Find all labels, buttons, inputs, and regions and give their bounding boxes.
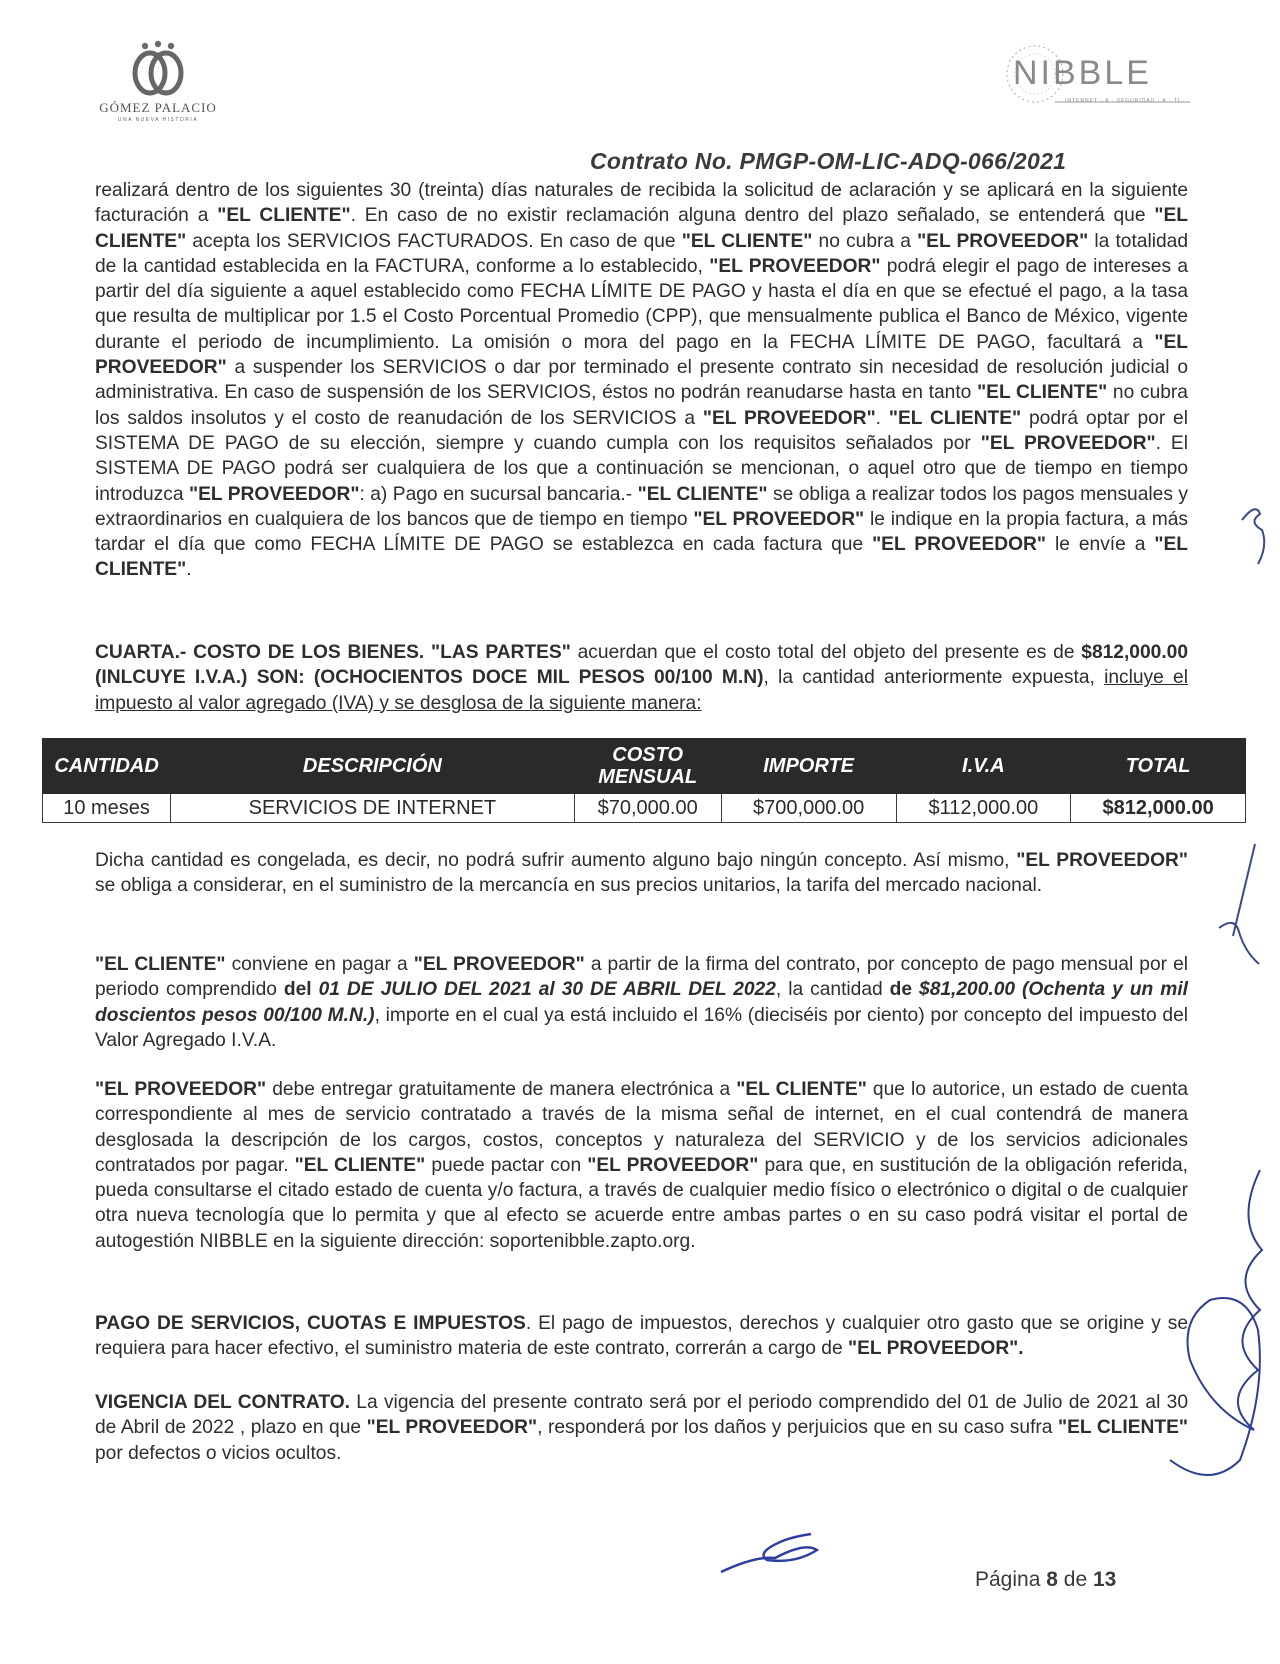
paragraph-cuarta-costo [95, 640, 1188, 716]
page-of: de [1063, 1568, 1088, 1591]
header-descripcion: DESCRIPCIÓN [171, 739, 574, 794]
margin-signature-icon [1150, 1160, 1278, 1500]
text-run: del [283, 979, 319, 1001]
bottom-initials-signature-icon [715, 1522, 835, 1582]
left-logo-tagline: UNA NUEVA HISTORIA [117, 117, 199, 123]
text-run: "EL CLIENTE" [977, 382, 1108, 404]
cell-costo-mensual: $70,000.00 [574, 794, 721, 823]
page-current: 8 [1046, 1568, 1058, 1591]
text-run: "EL CLIENTE" [217, 205, 351, 227]
text-run: . [875, 407, 889, 429]
text-run: "EL PROVEEDOR" [917, 230, 1089, 252]
text-run: de [889, 979, 920, 1001]
text-run: conviene en pagar a [225, 954, 414, 975]
paragraph-payment-clarification [95, 178, 1188, 583]
nibble-wordmark: NIBBLE [1013, 54, 1152, 92]
text-run: "EL CLIENTE" [681, 230, 813, 252]
header-importe: IMPORTE [721, 739, 896, 794]
text-run: VIGENCIA DEL CONTRATO. [95, 1392, 350, 1413]
text-run: que lo autorice, un estado de cuenta correspondiente al mes de servicio contratado a través de la misma señal de internet, en el cual contendrá de manera desglosada la descripción de los cargos, costos, conceptos y naturaleza del SERVICIO y de los servicios adicionales contratados por pagar. [95, 1079, 1188, 1176]
margin-check-signature-icon [1215, 840, 1275, 970]
paragraph-estado-de-cuenta [95, 1077, 1188, 1254]
text-run: . En caso de no existir reclamación alguna dentro del plazo señalado, se entenderá que [350, 205, 1155, 227]
text-run: "EL PROVEEDOR" [95, 1079, 267, 1100]
text-run: le envíe a [1046, 534, 1155, 556]
header-iva: I.V.A [896, 739, 1071, 794]
header-costo-mensual: COSTO MENSUAL [574, 739, 721, 794]
text-run: "EL PROVEEDOR" [693, 508, 865, 530]
cell-total: $812,000.00 [1071, 794, 1246, 823]
text-run: , la cantidad anteriormente expuesta, [763, 667, 1105, 689]
text-run: por defectos o vicios ocultos. [95, 1442, 342, 1464]
margin-initial-signature-icon [1238, 500, 1278, 570]
cost-table [42, 738, 1246, 823]
paragraph-pago-servicios [95, 1311, 1188, 1362]
text-run: le indique en la propia factura, a más tardar el día que como FECHA LÍMITE DE PAGO se establezca en cada factura que [95, 508, 1188, 556]
paragraph-vigencia [95, 1390, 1188, 1466]
text-run: podrá elegir el pago de intereses a partir del día siguiente a aquel establecido como FECHA LÍMITE DE PAGO y hasta el día en que se efectué el pago, a la tasa que resulta de multiplicar por 1.5 el Costo Porcentual Promedio (CPP), que mensualmente publica el Banco de México, vigente durante el periodo de incumplimiento. La omisión o mora del pago en la FECHA LÍMITE DE PAGO, facultará a [95, 255, 1188, 353]
text-run: "EL PROVEEDOR" [189, 483, 360, 505]
text-run: no cubra a [812, 230, 918, 252]
gomez-palacio-logo [88, 40, 228, 123]
nibble-logo [995, 40, 1195, 110]
text-run: "EL CLIENTE" [637, 483, 768, 505]
text-run: , importe en el cual ya está incluido el 16% (dieciséis por ciento) por concepto del impuesto del Valor Agregado I.V.A. [95, 1004, 1188, 1051]
text-run: "EL PROVEEDOR" [980, 432, 1156, 454]
text-run: "EL CLIENTE" [1058, 1417, 1189, 1439]
text-run: . El pago de impuestos, derechos y cualquier otro gasto que se origine y se requiera para hacer efectivo, el suministro materia de este contrato, correrán a cargo de [95, 1313, 1188, 1360]
text-run: , la cantidad [775, 979, 890, 1001]
text-run: CUARTA.- COSTO DE LOS BIENES. "LAS PARTES" [95, 642, 571, 663]
text-run: "EL CLIENTE" [294, 1154, 426, 1176]
text-run: "EL PROVEEDOR" [366, 1417, 538, 1439]
text-run: "EL CLIENTE" [888, 407, 1022, 429]
header-total: TOTAL [1071, 739, 1246, 794]
text-run: se obliga a realizar todos los pagos mensuales y extraordinarios en cualquiera de los bancos que de tiempo en tiempo [95, 483, 1188, 530]
gomez-palacio-emblem-icon [123, 40, 193, 98]
table-row [43, 794, 1246, 823]
text-run: , responderá por los daños y perjuicios que en su caso sufra [537, 1417, 1059, 1439]
text-run: "EL CLIENTE" [95, 205, 1189, 252]
text-run: acuerdan que el costo total del objeto del presente es de [570, 642, 1082, 663]
text-run: realizará dentro de los siguientes 30 (treinta) días naturales de recibida la solicitud de aclaración y se aplicará en la siguiente facturación a [95, 180, 1188, 227]
text-run: debe entregar gratuitamente de manera electrónica a [266, 1079, 737, 1100]
page-number [975, 1568, 1116, 1592]
text-run: no cubra los saldos insolutos y el costo de reanudación de los SERVICIOS a [95, 382, 1188, 429]
paragraph-cantidad-congelada [95, 848, 1188, 899]
page-total: 13 [1092, 1568, 1117, 1591]
text-run: "EL CLIENTE" [736, 1079, 867, 1100]
text-run: acepta los SERVICIOS FACTURADOS. En caso de que [186, 230, 682, 252]
nibble-subtext: INTERNET · A · SEGURIDAD · A · TI [1065, 98, 1181, 104]
left-logo-name: GÓMEZ PALACIO [99, 100, 217, 115]
cell-cantidad: 10 meses [43, 794, 171, 823]
text-run: "EL CLIENTE" [95, 954, 226, 975]
cost-table-header-row [43, 739, 1246, 794]
text-run: : a) Pago en sucursal bancaria.- [359, 483, 638, 505]
text-run: PAGO DE SERVICIOS, CUOTAS E IMPUESTOS [95, 1313, 526, 1334]
text-run: incluye el impuesto al valor agregado (IVA) y se desglosa de la siguiente manera: [95, 667, 1188, 714]
text-run: puede pactar con [425, 1154, 588, 1176]
text-run: "EL PROVEEDOR" [1016, 850, 1188, 871]
paragraph-pago-mensual [95, 952, 1188, 1053]
text-run: "EL PROVEEDOR" [95, 331, 1188, 379]
text-run: . El SISTEMA DE PAGO podrá ser cualquiera de los que a continuación se mencionan, o aquel otro que de tiempo en tiempo introduzca [95, 432, 1188, 505]
cell-iva: $112,000.00 [896, 794, 1071, 823]
text-run: podrá optar por el SISTEMA DE PAGO de su elección, siempre y cuando cumpla con los requisitos señalados por [95, 407, 1188, 454]
text-run: a partir de la firma del contrato, por concepto de pago mensual por el periodo comprendido [95, 954, 1188, 1001]
text-run: $81,200.00 (Ochenta y un mil doscientos pesos 00/100 M.N.) [95, 979, 1188, 1026]
contract-number: Contrato No. PMGP-OM-LIC-ADQ-066/2021 [590, 148, 1067, 174]
text-run: se obliga a considerar, en el suministro de la mercancía en sus precios unitarios, la tarifa del mercado nacional. [95, 875, 1043, 897]
text-run: para que, en sustitución de la obligación referida, pueda consultarse el citado estado de cuenta y/o factura, a través de cualquier medio físico o electrónico o digital o de cualquier otra nueva tecnología que lo permita y que al efecto se acuerde entre ambas partes o en su caso podrá visitar el portal de autogestión NIBBLE en la siguiente dirección: soportenibble.zapto.org. [95, 1154, 1189, 1252]
text-run: "EL CLIENTE" [95, 534, 1188, 581]
cell-descripcion: SERVICIOS DE INTERNET [171, 794, 574, 823]
text-run: "EL PROVEEDOR" [587, 1154, 759, 1176]
page-label: Página [975, 1568, 1041, 1591]
text-run: "EL PROVEEDOR" [872, 534, 1047, 556]
text-run: La vigencia del presente contrato será por el periodo comprendido del 01 de Julio de 2021 al 30 de Abril de 2022 , plazo en que [95, 1392, 1188, 1439]
text-run: 01 DE JULIO DEL 2021 al 30 DE ABRIL DEL 2022 [318, 979, 776, 1001]
text-run: . [186, 559, 192, 581]
text-run: Dicha cantidad es congelada, es decir, no podrá sufrir aumento alguno bajo ningún concepto. Así mismo, [95, 850, 1017, 871]
text-run: la totalidad de la cantidad establecida en la FACTURA, conforme a lo establecido, [95, 230, 1189, 277]
text-run: $812,000.00 (INLCUYE I.V.A.) SON: (OCHOCIENTOS DOCE MIL PESOS 00/100 M.N) [95, 642, 1188, 689]
text-run: "EL PROVEEDOR" [709, 255, 881, 277]
text-run: "EL PROVEEDOR" [702, 407, 876, 429]
text-run: "EL PROVEEDOR" [413, 954, 585, 975]
cell-importe: $700,000.00 [721, 794, 896, 823]
header-cantidad: CANTIDAD [43, 739, 171, 794]
text-run: a suspender los SERVICIOS o dar por terminado el presente contrato sin necesidad de resolución judicial o administrativa. En caso de suspensión de los SERVICIOS, éstos no podrán reanudarse hasta en tanto [95, 357, 1188, 404]
text-run: "EL PROVEEDOR". [847, 1338, 1024, 1360]
